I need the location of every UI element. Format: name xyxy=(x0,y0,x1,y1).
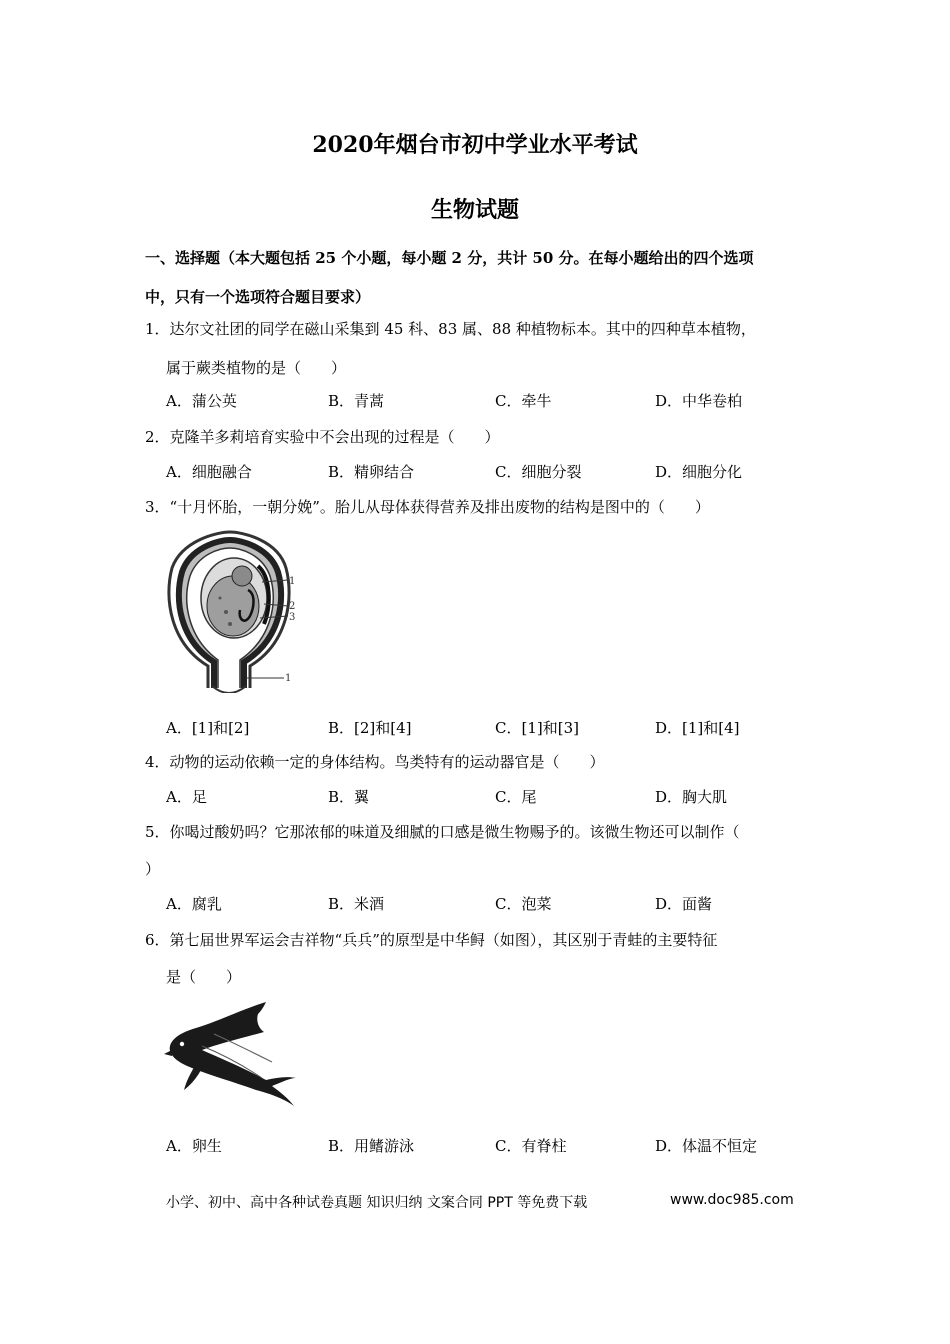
page-subtitle: 生物试题 xyxy=(430,197,519,223)
q6-option-d: D．体温不恒定 xyxy=(655,1137,758,1155)
q1-option-d: D．中华卷柏 xyxy=(655,392,743,410)
question-6-text: 6．第七届世界军运会吉祥物“兵兵”的原型是中华鲟（如图），其区别于青蛙的主要特征 xyxy=(145,931,718,949)
question-1-text: 1．达尔文社团的同学在磁山采集到 45 科、83 属、88 种植物标本。其中的四种草本植物， xyxy=(145,320,756,338)
question-1-cont: 属于蕨类植物的是（ ） xyxy=(166,359,347,377)
question-2-text: 2．克隆羊多莉培育实验中不会出现的过程是（ ） xyxy=(145,428,500,446)
q4-option-c: C．尾 xyxy=(495,788,537,806)
q4-option-d: D．胸大肌 xyxy=(655,788,728,806)
question-3-text: 3．“十月怀胎，一朝分娩”。胎儿从母体获得营养及排出废物的结构是图中的（ ） xyxy=(145,498,710,516)
q5-option-c: C．泡菜 xyxy=(495,895,552,913)
q5-option-a: A．腐乳 xyxy=(166,895,222,913)
q2-option-d: D．细胞分化 xyxy=(655,463,743,481)
figure-label-3: 3 xyxy=(289,612,296,623)
figure-label-4: 1 xyxy=(285,673,292,684)
question-4-text: 4．动物的运动依赖一定的身体结构。鸟类特有的运动器官是（ ） xyxy=(145,753,605,771)
sturgeon-mascot-figure xyxy=(162,998,302,1110)
q1-option-c: C．牵牛 xyxy=(495,392,552,410)
question-6-cont: 是（ ） xyxy=(166,968,242,986)
footer-text: 小学、初中、高中各种试卷真题 知识归纳 文案合同 PPT 等免费下载 xyxy=(166,1195,588,1211)
q3-option-c: C．[1]和[3] xyxy=(495,719,579,737)
question-5-text: 5．你喝过酸奶吗？它那浓郁的味道及细腻的口感是微生物赐予的。该微生物还可以制作（ xyxy=(145,823,740,841)
q2-option-b: B．精卵结合 xyxy=(328,463,415,481)
q3-option-a: A．[1]和[2] xyxy=(166,719,250,737)
page-title: 2020年烟台市初中学业水平考试 xyxy=(312,132,638,158)
section-heading-line1: 一、选择题（本大题包括 25 个小题，每小题 2 分，共计 50 分。在每小题给出的四个选项 xyxy=(145,249,754,267)
section-heading-line2: 中，只有一个选项符合题目要求） xyxy=(145,288,371,306)
q1-option-b: B．青蒿 xyxy=(328,392,385,410)
q3-option-d: D．[1]和[4] xyxy=(655,719,740,737)
footer-link[interactable]: www.doc985.com xyxy=(670,1192,794,1208)
q4-option-b: B．翼 xyxy=(328,788,370,806)
figure-label-1: 1 xyxy=(289,576,296,587)
figure-label-2: 2 xyxy=(289,601,296,612)
q6-option-a: A．卵生 xyxy=(166,1137,222,1155)
q6-option-c: C．有脊柱 xyxy=(495,1137,567,1155)
q5-option-d: D．面酱 xyxy=(655,895,713,913)
q2-option-c: C．细胞分裂 xyxy=(495,463,582,481)
q3-option-b: B．[2]和[4] xyxy=(328,719,412,737)
q2-option-a: A．细胞融合 xyxy=(166,463,252,481)
q1-option-a: A．蒲公英 xyxy=(166,392,237,410)
question-5-cont: ） xyxy=(145,860,161,878)
uterus-fetus-figure xyxy=(160,528,300,693)
q4-option-a: A．足 xyxy=(166,788,207,806)
q6-option-b: B．用鳍游泳 xyxy=(328,1137,415,1155)
q5-option-b: B．米酒 xyxy=(328,895,385,913)
